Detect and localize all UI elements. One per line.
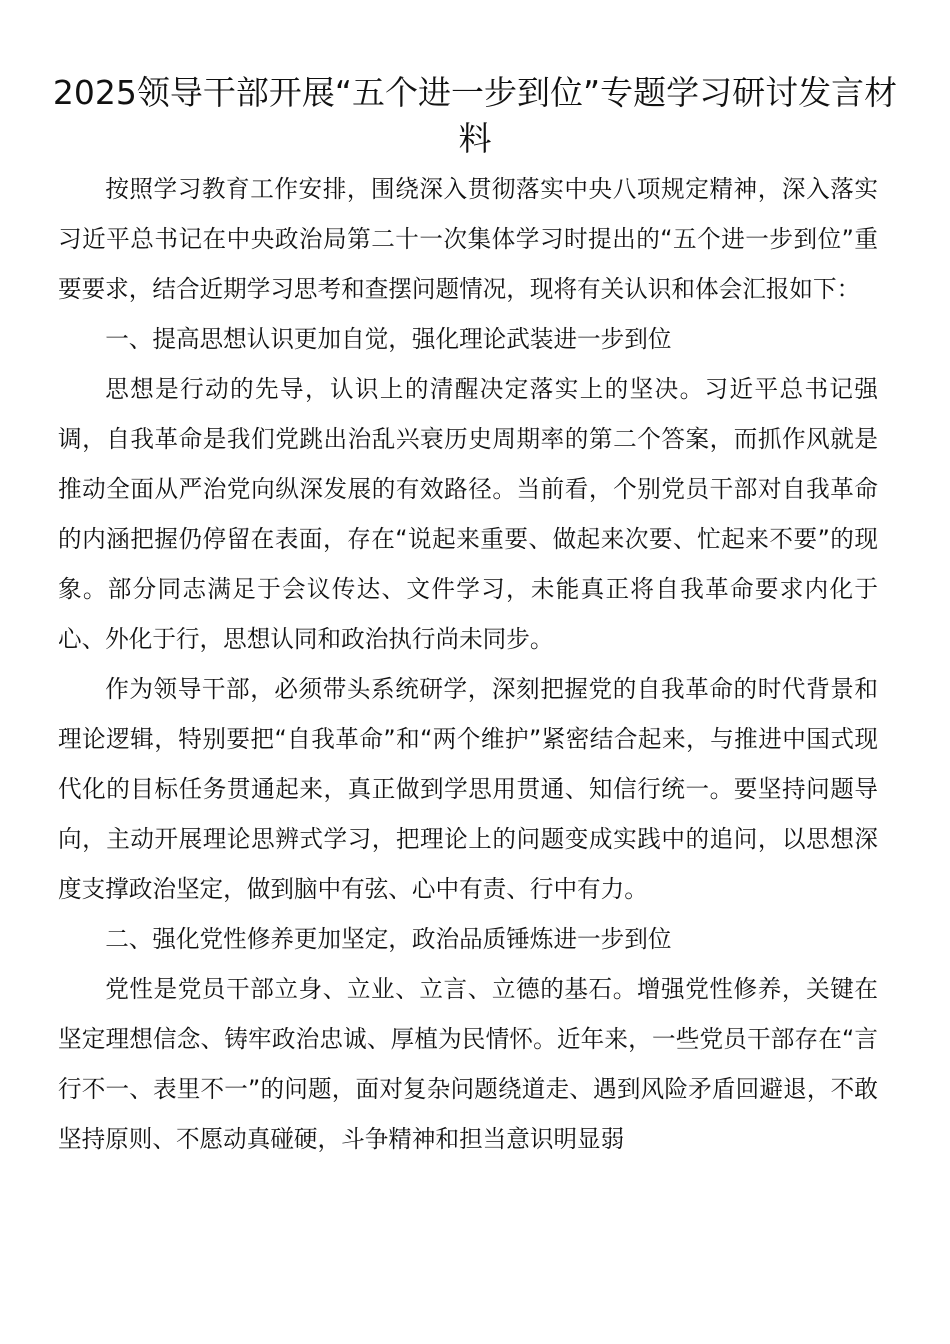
document-title: 2025领导干部开展“五个进一步到位”专题学习研讨发言材料 bbox=[52, 73, 898, 158]
intro-paragraph: 按照学习教育工作安排，围绕深入贯彻落实中央八项规定精神，深入落实习近平总书记在中央政治局第二十一次集体学习时提出的“五个进一步到位”重要要求，结合近期学习思考和查摆问题情况，现将有关认识和体会汇报如下： bbox=[58, 175, 878, 303]
section-2-paragraph-1: 党性是党员干部立身、立业、立言、立德的基石。增强党性修养，关键在坚定理想信念、铸牢政治忠诚、厚植为民情怀。近年来，一些党员干部存在“言行不一、表里不一”的问题，面对复杂问题绕道走、遇到风险矛盾回避退，不敢坚持原则、不愿动真碰硬，斗争精神和担当意识明显弱 bbox=[58, 975, 878, 1153]
document-body bbox=[58, 164, 878, 1164]
section-1-paragraph-1: 思想是行动的先导，认识上的清醒决定落实上的坚决。习近平总书记强调，自我革命是我们党跳出治乱兴衰历史周期率的第二个答案，而抓作风就是推动全面从严治党向纵深发展的有效路径。当前看，个别党员干部对自我革命的内涵把握仍停留在表面，存在“说起来重要、做起来次要、忙起来不要”的现象。部分同志满足于会议传达、文件学习，未能真正将自我革命要求内化于心、外化于行，思想认同和政治执行尚未同步。 bbox=[58, 375, 878, 653]
section-1-heading: 一、提高思想认识更加自觉，强化理论武装进一步到位 bbox=[105, 325, 672, 353]
section-1-paragraph-2: 作为领导干部，必须带头系统研学，深刻把握党的自我革命的时代背景和理论逻辑，特别要把“自我革命”和“两个维护”紧密结合起来，与推进中国式现代化的目标任务贯通起来，真正做到学思用贯通、知信行统一。要坚持问题导向，主动开展理论思辨式学习，把理论上的问题变成实践中的追问，以思想深度支撑政治坚定，做到脑中有弦、心中有责、行中有力。 bbox=[58, 675, 878, 903]
section-2-heading: 二、强化党性修养更加坚定，政治品质锤炼进一步到位 bbox=[105, 925, 672, 953]
